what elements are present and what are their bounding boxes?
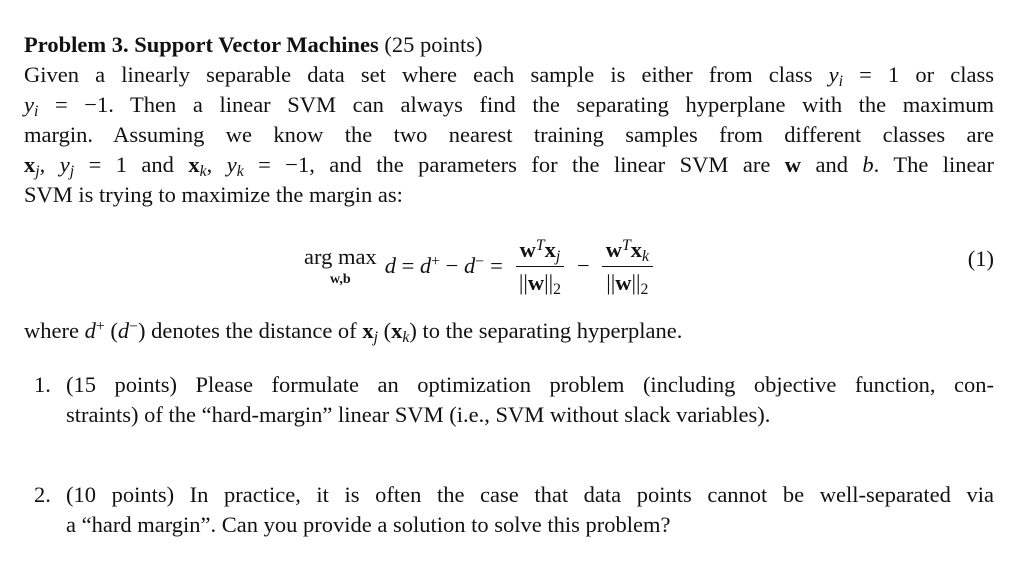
math-dplus-dminus: d+ (d−): [84, 317, 146, 343]
question-1-number: 1.: [34, 372, 51, 397]
intro-text-4b: = −1, and the parameters for the linear SVM are: [258, 152, 771, 177]
intro-text-4d: . The linear: [873, 152, 994, 177]
math-xj-yj: $x_j$, $y_j$: [24, 152, 75, 180]
argmax-label: arg max: [304, 244, 377, 269]
after-eq-text-c: to the separating hyperplane.: [422, 318, 683, 343]
after-equation-line: [24, 316, 994, 346]
intro-text-3: margin. Assuming we know the two nearest training samples from different classes are: [24, 122, 994, 147]
question-2-line-2: a “hard margin”. Can you provide a solution to solve this problem?: [66, 512, 671, 537]
intro-text-1b: = 1 or class: [859, 62, 995, 87]
fraction-xk: $\frac{w^Tx_k}{||w||_2}$: [602, 237, 653, 296]
problem-heading: Problem 3. Support Vector Machines: [24, 32, 379, 57]
math-b: b. The linear: [862, 152, 994, 177]
question-2-line-1: (10 points) In practice, it is often the case that data points cannot be well-separated via: [66, 482, 994, 507]
equation-lhs: d = d+ − d−: [384, 252, 485, 278]
math-w: w: [784, 152, 802, 177]
intro-line-5: [24, 180, 994, 210]
equation-body: arg max w,b d = d+ − d− = $\frac{w^Tx_j}{||w||_2}$ − $\frac{w^Tx_k}{||w||_2}$: [304, 224, 659, 308]
question-list: [24, 370, 994, 540]
question-1-line-2: straints) of the “hard-margin” linear SVM (i.e., SVM without slack variables).: [66, 402, 771, 427]
after-eq-text-b: denotes the distance of: [151, 318, 357, 343]
intro-line-3: [24, 120, 994, 150]
intro-line-1: [24, 60, 994, 90]
after-eq-text-a: where: [24, 318, 79, 343]
margin-equation: [24, 214, 994, 316]
argmax-subscript: w,b: [330, 272, 351, 287]
math-xj-xk: $x_j$ $(x_k)$: [362, 318, 417, 346]
problem-page: [24, 30, 994, 540]
intro-text-4c: and: [815, 152, 848, 177]
question-1-line-1: (15 points) Please formulate an optimization problem (including objective function, con-: [66, 372, 994, 397]
math-xk-yk: $x_k$, $y_k$: [188, 152, 244, 180]
fraction-xj: $\frac{w^Tx_j}{||w||_2}$: [515, 237, 565, 296]
question-1: [24, 370, 994, 430]
intro-line-2: [24, 90, 994, 120]
question-2-number: 2.: [34, 482, 51, 507]
intro-text-5: SVM is trying to maximize the margin as:: [24, 182, 403, 207]
argmax-operator: [304, 244, 377, 288]
equation-number: (1): [967, 246, 994, 271]
intro-text-2a: = −1. Then a linear SVM can always find the separating hyperplane with the maximum: [55, 92, 995, 117]
math-yi-2: $y_i$: [24, 92, 39, 120]
intro-line-4: [24, 150, 994, 180]
intro-text-4a: = 1 and: [88, 152, 174, 177]
problem-heading-line: [24, 30, 994, 60]
intro-text-1a: Given a linearly separable data set where each sample is either from class: [24, 62, 813, 87]
math-yi: $y_i$: [828, 62, 844, 90]
question-2: [24, 480, 994, 540]
problem-points: (25 points): [384, 32, 483, 57]
